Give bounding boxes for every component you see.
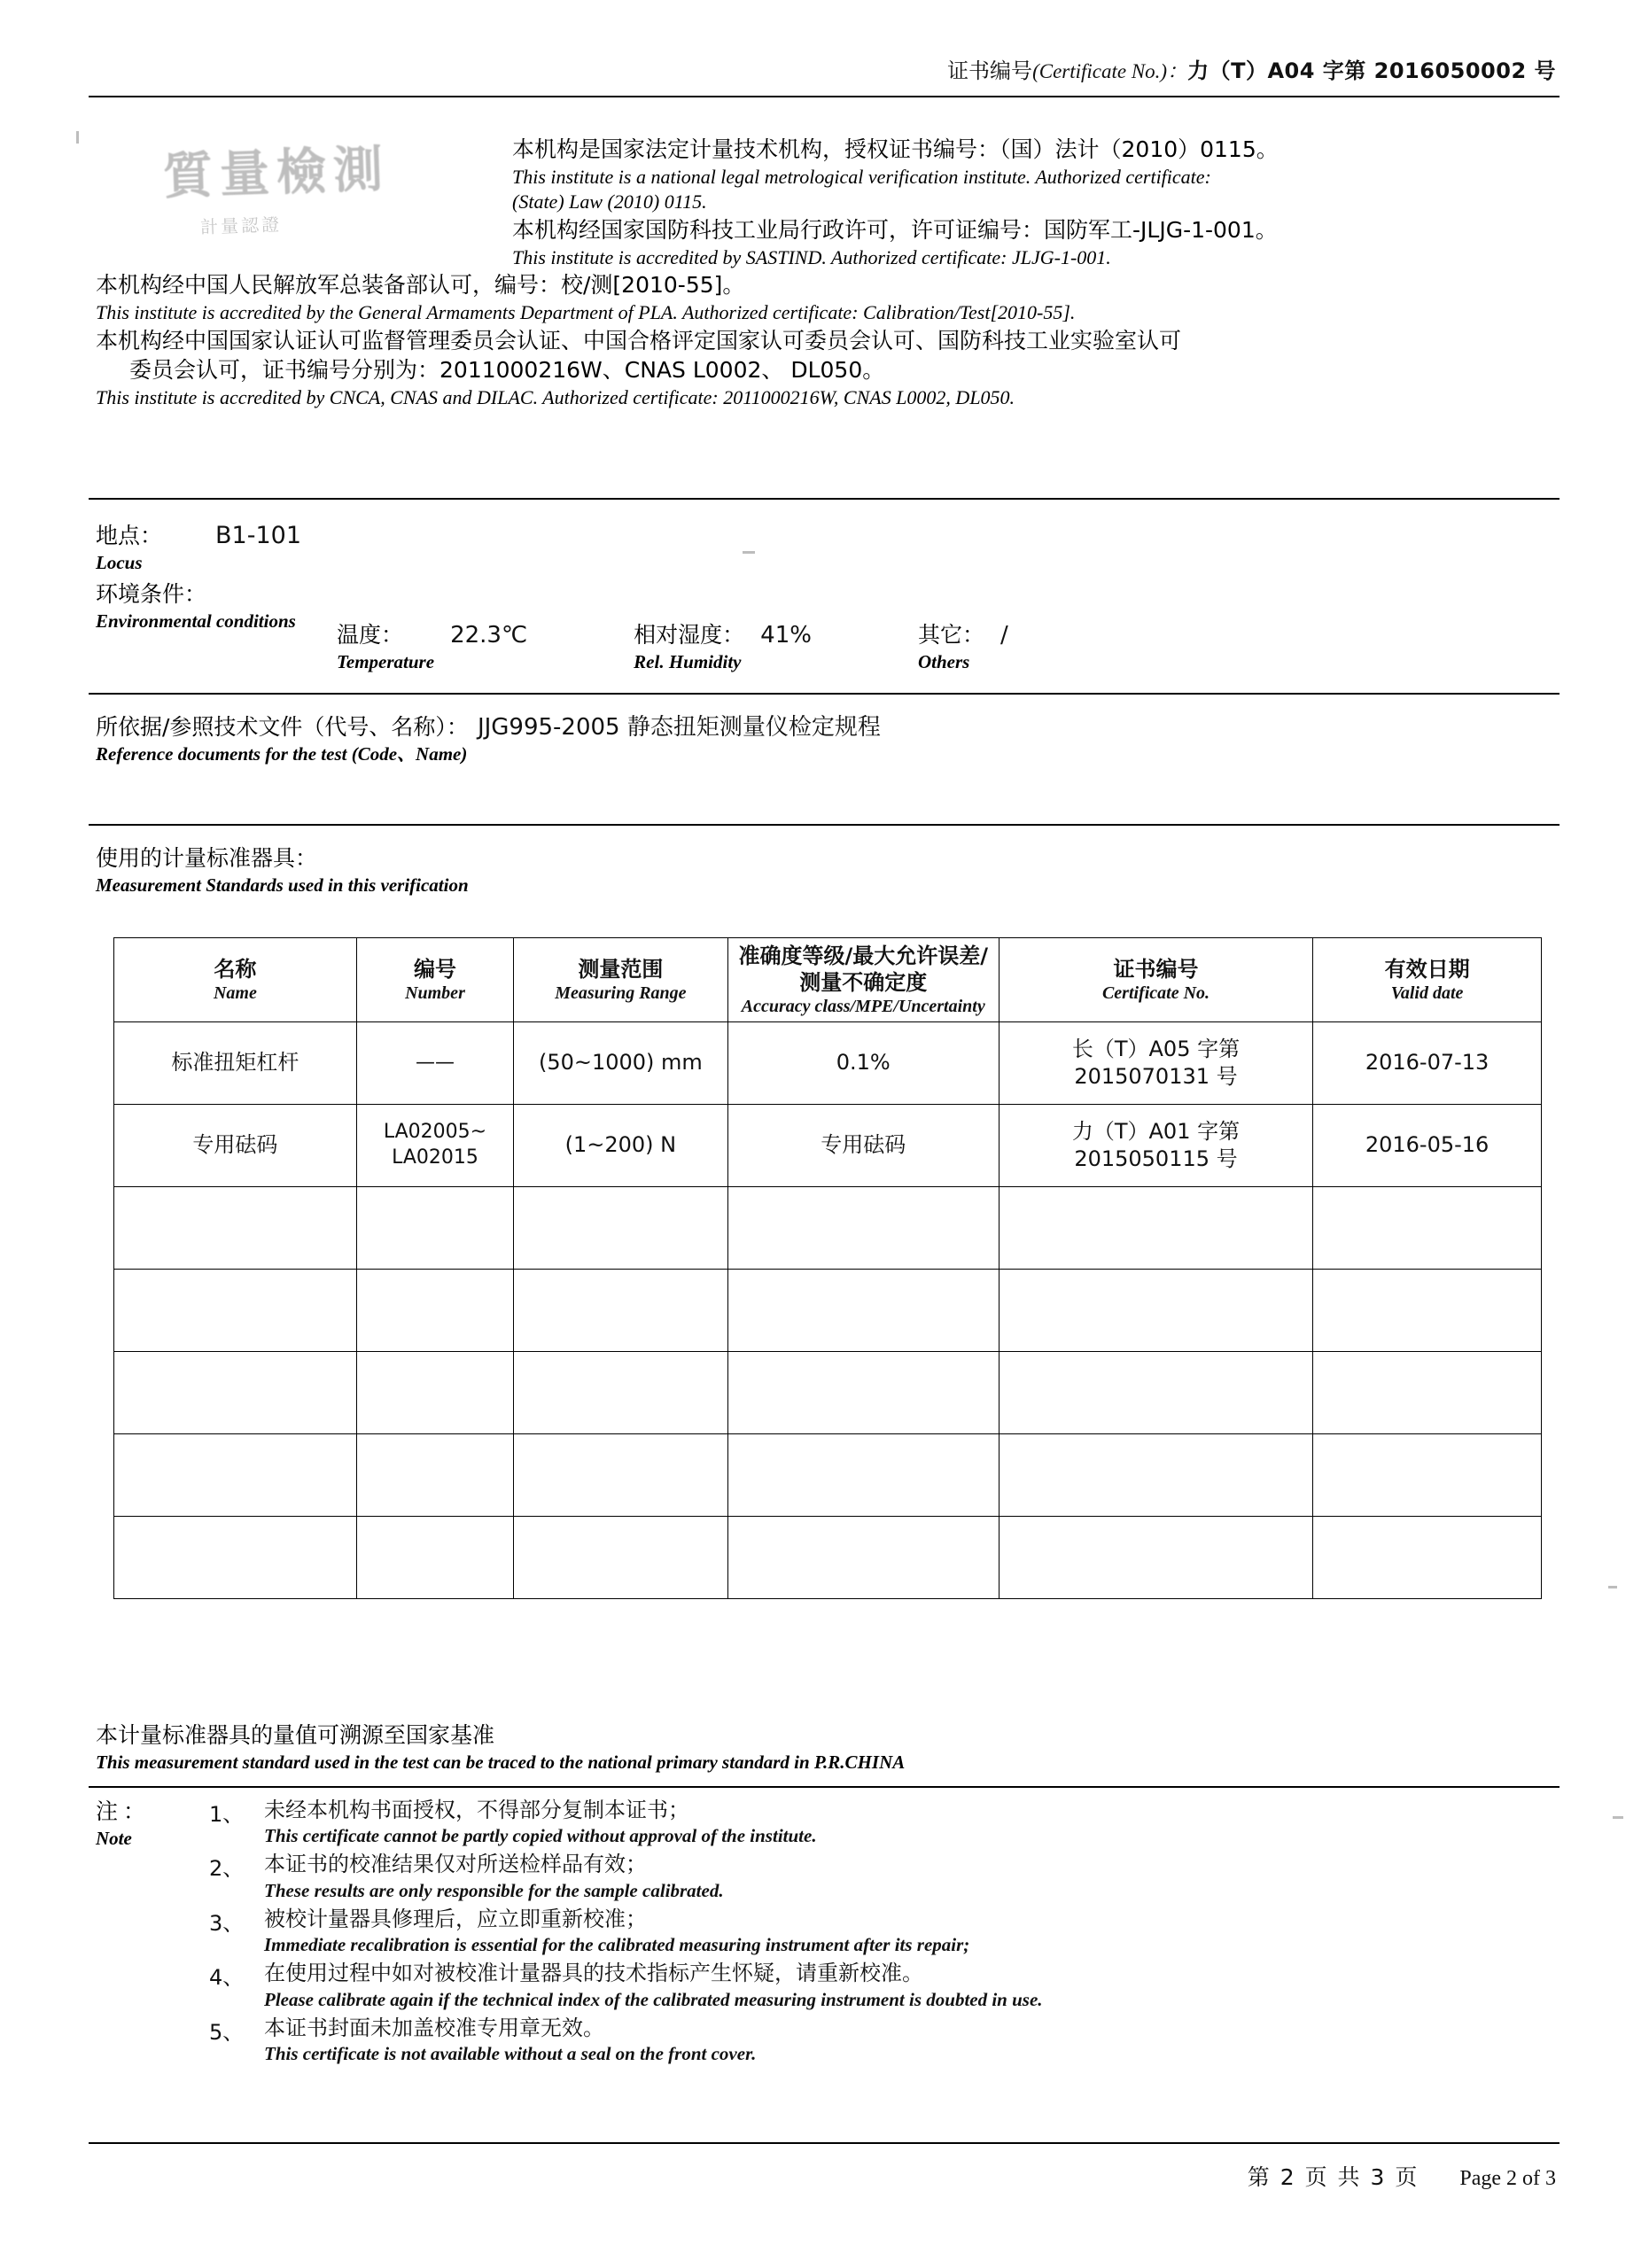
- note-text-cn: 本证书封面未加盖校准专用章无效。: [264, 2015, 604, 2040]
- cell-range: [514, 1270, 728, 1352]
- note-body: [264, 2015, 756, 2065]
- column-accuracy-cn: 准确度等级/最大允许误差/测量不确定度: [738, 944, 988, 995]
- scan-artifact: [743, 551, 755, 554]
- cell-accuracy: [727, 1517, 999, 1599]
- accreditation-line1-en-cont: (State) Law (2010) 0115.: [512, 190, 707, 214]
- note-text-en: Please calibrate again if the technical index of the calibrated measuring instrument is doubted in use.: [264, 1988, 1043, 2010]
- environment-temperature: [337, 620, 527, 673]
- note-text-cn: 未经本机构书面授权，不得部分复制本证书；: [264, 1798, 689, 1822]
- column-number-en: Number: [405, 983, 465, 1003]
- others-label-cn: 其它：: [917, 622, 984, 648]
- accreditation-line4-cn: 本机构经中国国家认证认可监督管理委员会认证、中国合格评定国家认可委员会认可、国防科技工业实验室认可: [96, 327, 1182, 353]
- table-row: [114, 1187, 1542, 1270]
- cell-certificate: [999, 1434, 1312, 1517]
- cell-certificate: [999, 1352, 1312, 1434]
- environment-others: [918, 620, 1008, 673]
- cell-certificate: 力（T）A01 字第 2015050115 号: [999, 1105, 1312, 1187]
- note-text-cn: 本证书的校准结果仅对所送检样品有效；: [264, 1852, 647, 1877]
- column-valid-date: [1313, 938, 1542, 1022]
- note-number: 5、: [209, 2019, 245, 2045]
- note-text-en: Immediate recalibration is essential for the calibrated measuring instrument after its repair;: [264, 1934, 970, 1956]
- cell-certificate: [999, 1270, 1312, 1352]
- locus-label-en: Locus: [96, 551, 143, 573]
- cell-number: LA02005~ LA02015: [356, 1105, 513, 1187]
- cell-accuracy: 专用砝码: [727, 1105, 999, 1187]
- table-row: [114, 1434, 1542, 1517]
- cell-name: [114, 1270, 357, 1352]
- list-item: [209, 1851, 1567, 1901]
- cell-number: [356, 1270, 513, 1352]
- header-divider: [89, 96, 1560, 97]
- cell-range: [514, 1434, 728, 1517]
- column-certificate-cn: 证书编号: [1113, 957, 1199, 982]
- note-number: 2、: [209, 1856, 245, 1882]
- notes-label-en: Note: [96, 1827, 132, 1849]
- locus-label-cn: 地点：: [96, 523, 163, 548]
- cell-name: 标准扭矩杠杆: [114, 1022, 357, 1105]
- accreditation-line3-cn: 本机构经中国人民解放军总装备部认可，编号：校/测[2010-55]。: [96, 272, 745, 299]
- cell-name: [114, 1517, 357, 1599]
- cell-valid-date: [1313, 1434, 1542, 1517]
- cell-valid-date: [1313, 1270, 1542, 1352]
- cell-number: ——: [356, 1022, 513, 1105]
- cell-name: [114, 1187, 357, 1270]
- cell-valid-date: [1313, 1187, 1542, 1270]
- note-body: [264, 1851, 724, 1901]
- notes-list: [209, 1797, 1567, 2065]
- note-text-en: These results are only responsible for the sample calibrated.: [264, 1879, 724, 1901]
- scan-artifact: [1608, 1586, 1617, 1588]
- notes-label: [96, 1797, 202, 1850]
- note-number: 1、: [209, 1802, 245, 1827]
- cell-range: [514, 1352, 728, 1434]
- list-item: [209, 2015, 1567, 2065]
- accreditation-line1-en: This institute is a national legal metrological verification institute. Authorized certificate:: [512, 165, 1211, 188]
- reference-documents-block: [96, 709, 1558, 765]
- column-accuracy-en: Accuracy class/MPE/Uncertainty: [741, 997, 985, 1016]
- standards-table: [113, 937, 1542, 1599]
- scan-artifact: [76, 131, 79, 144]
- humidity-value: 41%: [760, 622, 812, 649]
- column-name: [114, 938, 357, 1022]
- humidity-label-en: Rel. Humidity: [634, 650, 742, 672]
- locus-value: B1-101: [215, 522, 301, 549]
- accreditation-line3-en: This institute is accredited by the General Armaments Department of PLA. Authorized certificate: Calibration/Test[2010-55].: [96, 301, 1076, 324]
- cell-number: [356, 1187, 513, 1270]
- column-valid-date-cn: 有效日期: [1384, 957, 1470, 982]
- standards-title-cn: 使用的计量标准器具：: [96, 845, 318, 871]
- list-item: [209, 1960, 1567, 2010]
- table-row: [114, 1022, 1542, 1105]
- others-label-en: Others: [917, 650, 970, 672]
- cell-range: [514, 1187, 728, 1270]
- humidity-label-cn: 相对湿度：: [634, 622, 745, 648]
- column-range-en: Measuring Range: [555, 983, 687, 1003]
- column-name-cn: 名称: [214, 957, 257, 982]
- column-number-cn: 编号: [413, 957, 456, 982]
- cell-name: [114, 1352, 357, 1434]
- certificate-number-row: [947, 53, 1556, 84]
- cell-certificate: [999, 1187, 1312, 1270]
- cell-accuracy: [727, 1352, 999, 1434]
- column-range-cn: 测量范围: [578, 957, 664, 982]
- reference-documents-value: JJG995-2005 静态扭矩测量仪检定规程: [477, 714, 881, 741]
- cell-accuracy: 0.1%: [727, 1022, 999, 1105]
- environment-divider: [89, 693, 1560, 695]
- page-number-en: Page 2 of 3: [1459, 2167, 1556, 2190]
- accreditation-line1-cn: 本机构是国家法定计量技术机构，授权证书编号：（国）法计（2010）0115。: [512, 136, 1279, 162]
- temperature-label-cn: 温度：: [337, 622, 404, 648]
- note-number: 3、: [209, 1910, 245, 1936]
- others-value: /: [1000, 622, 1008, 649]
- column-certificate-no: [999, 938, 1312, 1022]
- environment-values-row: [337, 620, 1115, 673]
- cell-valid-date: [1313, 1352, 1542, 1434]
- note-text-cn: 被校计量器具修理后，应立即重新校准；: [264, 1906, 647, 1931]
- environment-humidity: [634, 620, 812, 673]
- page-number-cn: 第 2 页 共 3 页: [1247, 2164, 1420, 2190]
- accreditation-line4-cn-cont: 委员会认可，证书编号分别为：2011000216W、CNAS L0002、 DL050。: [129, 357, 885, 384]
- table-row: [114, 1352, 1542, 1434]
- table-row: [114, 1517, 1542, 1599]
- footer: [1248, 2160, 1556, 2192]
- environment-label-cn: 环境条件：: [96, 581, 207, 607]
- cell-certificate: [999, 1517, 1312, 1599]
- traceability-block: [96, 1720, 1558, 1774]
- column-certificate-en: Certificate No.: [1101, 983, 1210, 1003]
- column-valid-date-en: Valid date: [1390, 983, 1464, 1003]
- traceability-cn: 本计量标准器具的量值可溯源至国家基准: [96, 1722, 495, 1748]
- notes-block: [96, 1797, 1567, 2069]
- stamp-subtext: 計量認證: [199, 214, 283, 238]
- reference-documents-divider: [89, 824, 1560, 826]
- cell-name: 专用砝码: [114, 1105, 357, 1187]
- cell-number: [356, 1352, 513, 1434]
- notes-label-cn: 注：: [96, 1798, 152, 1824]
- cell-number: [356, 1434, 513, 1517]
- environment-label-en: Environmental conditions: [96, 610, 296, 632]
- certificate-number-value: 力（T）A04 字第 2016050002 号: [1187, 58, 1556, 83]
- column-number: [356, 938, 513, 1022]
- accreditation-line2-cn: 本机构经国家国防科技工业局行政许可，许可证编号：国防军工-JLJG-1-001。: [512, 216, 1278, 243]
- cell-accuracy: [727, 1187, 999, 1270]
- traceability-divider: [89, 1786, 1560, 1788]
- list-item: [209, 1906, 1567, 1956]
- note-text-cn: 在使用过程中如对被校准计量器具的技术指标产生怀疑，请重新校准。: [264, 1961, 923, 1986]
- note-body: [264, 1960, 1043, 2010]
- reference-documents-label-cn: 所依据/参照技术文件（代号、名称）：: [96, 714, 469, 740]
- scan-artifact: [1613, 1816, 1623, 1819]
- temperature-label-en: Temperature: [337, 650, 435, 672]
- list-item: [209, 1797, 1567, 1847]
- table-header-row: [114, 938, 1542, 1022]
- standards-title-en: Measurement Standards used in this verification: [96, 874, 469, 896]
- locus-block: [96, 521, 1558, 633]
- cell-valid-date: 2016-05-16: [1313, 1105, 1542, 1187]
- note-text-en: This certificate is not available without a seal on the front cover.: [264, 2042, 757, 2064]
- cell-range: [514, 1517, 728, 1599]
- cell-accuracy: [727, 1270, 999, 1352]
- accreditation-block: [96, 135, 1558, 411]
- cell-name: [114, 1434, 357, 1517]
- cell-range: (1~200) N: [514, 1105, 728, 1187]
- standards-section-heading: [96, 843, 1558, 897]
- standards-table-wrap: [113, 937, 1542, 1599]
- accreditation-line4-en: This institute is accredited by CNCA, CNAS and DILAC. Authorized certificate: 2011000216W, CNAS L0002, DL050.: [96, 386, 1015, 409]
- cell-valid-date: 2016-07-13: [1313, 1022, 1542, 1105]
- note-body: [264, 1797, 817, 1847]
- note-text-en: This certificate cannot be partly copied without approval of the institute.: [264, 1825, 817, 1847]
- cell-range: (50~1000) mm: [514, 1022, 728, 1105]
- cell-certificate: 长（T）A05 字第 2015070131 号: [999, 1022, 1312, 1105]
- footer-divider: [89, 2142, 1560, 2144]
- cell-number: [356, 1517, 513, 1599]
- note-body: [264, 1906, 969, 1956]
- certificate-number-label-cn: 证书编号: [947, 58, 1033, 83]
- accreditation-line2-en: This institute is accredited by SASTIND. Authorized certificate: JLJG-1-001.: [512, 245, 1111, 268]
- cell-accuracy: [727, 1434, 999, 1517]
- reference-documents-label-en: Reference documents for the test (Code、Name): [96, 742, 468, 765]
- table-row: [114, 1105, 1542, 1187]
- cell-valid-date: [1313, 1517, 1542, 1599]
- column-accuracy: [727, 938, 999, 1022]
- temperature-value: 22.3℃: [450, 622, 528, 649]
- column-measuring-range: [514, 938, 728, 1022]
- note-number: 4、: [209, 1965, 245, 1991]
- certificate-number-label-en: (Certificate No.)：: [1032, 60, 1188, 82]
- traceability-en: This measurement standard used in the test can be traced to the national primary standard in P.R.CHINA: [96, 1751, 906, 1773]
- table-row: [114, 1270, 1542, 1352]
- column-name-en: Name: [213, 983, 257, 1003]
- accreditation-divider: [89, 498, 1560, 500]
- stamp-text: 質量檢測: [162, 140, 392, 206]
- locus-label: [96, 521, 162, 574]
